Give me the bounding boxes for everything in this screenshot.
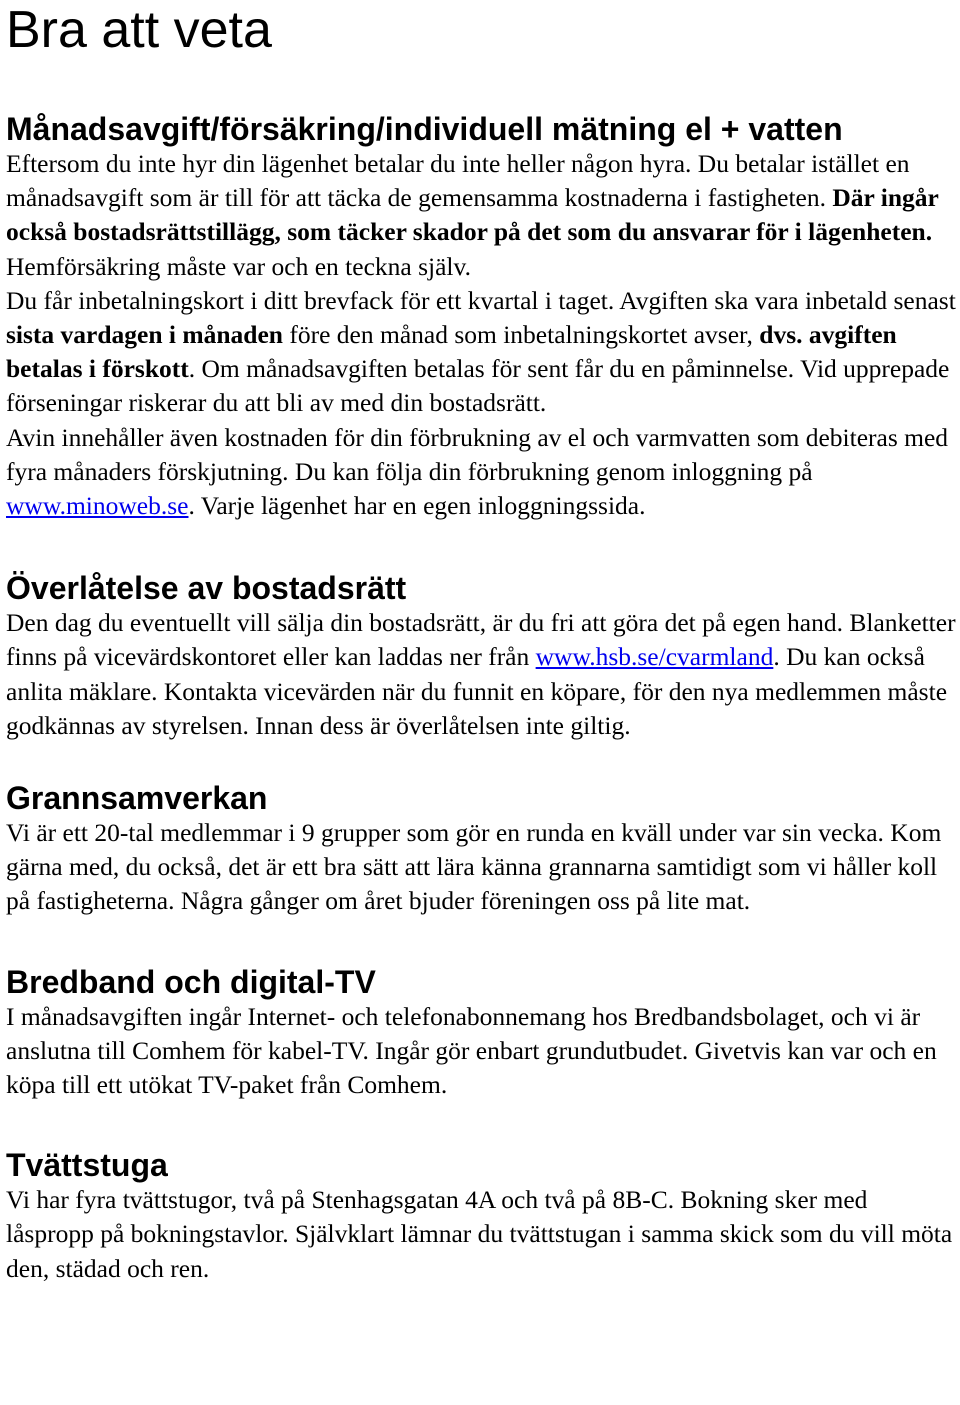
section-laundry [6,1147,956,1286]
section-heading: Bredband och digital-TV [6,963,376,1000]
minoweb-link[interactable]: www.minoweb.se [6,491,189,521]
bold-text: sista vardagen i månaden [6,320,283,350]
section-heading: Överlåtelse av bostadsrätt [6,570,407,607]
section-heading: Tvättstuga [6,1147,168,1184]
paragraph: Vi har fyra tvättstugor, två på Stenhagsgatan 4A och två på 8B-C. Bokning sker med låspropp på bokningstavlor. Självklart lämnar du tvättstugan i samma skick som du vill möta den, städad och ren. [6,1185,953,1283]
section-monthly-fee [6,111,956,523]
paragraph: I månadsavgiften ingår Internet- och telefonabonnemang hos Bredbandsbolaget, och vi är anslutna till Comhem för kabel-TV. Ingår gör enbart grundutbudet. Givetvis kan var och en köpa till ett utökat TV-paket från Comhem. [6,1001,937,1100]
text-run: Avin innehåller även kostnaden för din förbrukning av el och varmvatten som debiteras med fyra månaders förskjutning. Du kan följa din förbrukning genom inloggning på [6,422,949,486]
bold-text: dvs. avgiften betalas i förskott [6,320,897,384]
text-run: Den dag du eventuellt vill sälja din bostadsrätt, är du fri att göra det på egen hand. Blanketter finns på vicevärdskontoret eller kan laddas ner från [6,608,956,672]
page-title: Bra att veta [6,1,272,59]
paragraph [6,606,956,743]
paragraph [6,284,956,421]
text-run: Hemförsäkring måste var och en teckna själv. [6,251,471,281]
text-run: . Du kan också anlita mäklare. Kontakta vicevärden när du funnit en köpare, för den nya medlemmen måste godkännas av styrelsen. Innan dess är överlåtelsen inte giltig. [6,642,948,740]
hsb-link[interactable]: www.hsb.se/cvarmland [535,642,774,672]
section-transfer [6,570,956,743]
section-heading: Grannsamverkan [6,780,268,817]
section-heading: Månadsavgift/försäkring/individuell mätning el + vatten [6,111,843,147]
paragraph [6,421,956,524]
text-run: Du får inbetalningskort i ditt brevfack för ett kvartal i taget. Avgiften ska vara inbetald senast [6,285,956,315]
section-neighborhood-watch [6,780,956,919]
paragraph: Vi är ett 20-tal medlemmar i 9 grupper som gör en runda en kväll under var sin vecka. Kom gärna med, du också, det är ett bra sätt att lära känna grannarna samtidigt som vi håller koll på fastigheterna. Några gånger om året bjuder föreningen oss på lite mat. [6,818,942,916]
paragraph [6,147,956,284]
text-run: Eftersom du inte hyr din lägenhet betalar du inte heller någon hyra. Du betalar istället en månadsavgift som är till för att täcka de gemensamma kostnaderna i fastigheten. [6,149,910,213]
bold-text: Där ingår också bostadsrättstillägg, som täcker skador på det som du ansvarar för i lägenheten. [6,183,939,247]
document-page [6,0,956,1286]
text-run: . Varje lägenhet har en egen inloggningssida. [188,491,646,521]
text-run: före den månad som inbetalningskortet avser, [283,320,760,350]
text-run: . Om månadsavgiften betalas för sent får du en påminnelse. Vid upprepade förseningar riskerar du att bli av med din bostadsrätt. [6,354,950,418]
section-broadband-tv [6,964,956,1103]
